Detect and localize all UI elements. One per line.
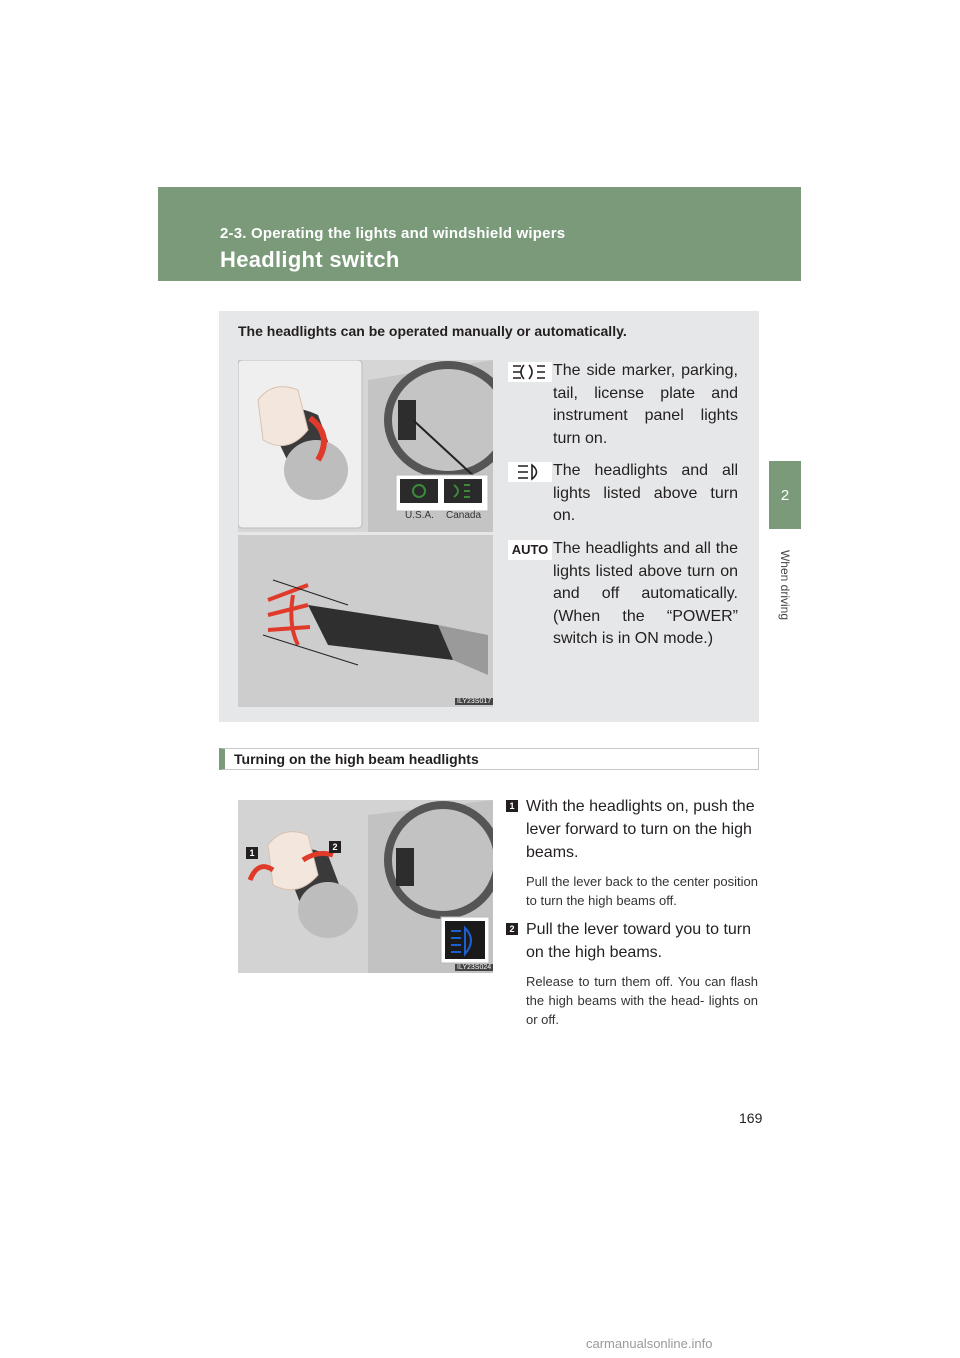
photo-code: ILY23S024 [457, 964, 492, 971]
chapter-tab-label: When driving [778, 549, 792, 621]
mode-text: The headlights and all the lights listed above turn on and off automatically. (When the “POWER” switch is in ON mode.) [553, 540, 738, 647]
section-title: 2-3. Operating the lights and windshield wipers [220, 225, 566, 242]
step-note: Pull the lever back to the center position to turn the high beams off. [526, 874, 758, 908]
chapter-tab: 2 [769, 461, 801, 529]
subsection-heading: Turning on the high beam headlights [219, 748, 759, 770]
parking-lights-icon [508, 362, 552, 382]
step-note: Release to turn them off. You can flash the high beams with the head- lights on or off. [526, 974, 758, 1027]
step-2 [506, 918, 758, 1029]
high-beam-lever-photo [238, 800, 493, 973]
step-text: With the headlights on, push the lever forward to turn on the high beams. [526, 798, 755, 861]
step-1 [506, 795, 758, 910]
photo-code: ILY23S017 [457, 698, 492, 705]
mode-parking-lights [508, 360, 738, 450]
lever-positions-photo [238, 535, 493, 707]
intro-text: The headlights can be operated manually or automatically. [238, 323, 627, 339]
chapter-header [158, 187, 801, 281]
switch-knob-photo [238, 360, 493, 532]
mode-auto [508, 538, 738, 651]
step-number: 1 [506, 800, 518, 812]
watermark: carmanualsonline.info [586, 1336, 713, 1351]
page-number: 169 [739, 1110, 763, 1126]
step-text: Pull the lever toward you to turn on the high beams. [526, 921, 752, 961]
callout-2: 2 [329, 841, 341, 853]
step-number: 2 [506, 923, 518, 935]
mode-text: The headlights and all lights listed above turn on. [553, 462, 738, 524]
auto-icon: AUTO [508, 540, 552, 560]
headlight-icon [508, 462, 552, 482]
callout-1: 1 [246, 847, 258, 859]
usa-label: U.S.A. [405, 510, 434, 521]
canada-label: Canada [446, 510, 482, 521]
mode-headlights [508, 460, 738, 528]
mode-text: The side marker, parking, tail, license plate and instrument panel lights turn on. [553, 362, 738, 447]
page-title: Headlight switch [220, 247, 400, 272]
